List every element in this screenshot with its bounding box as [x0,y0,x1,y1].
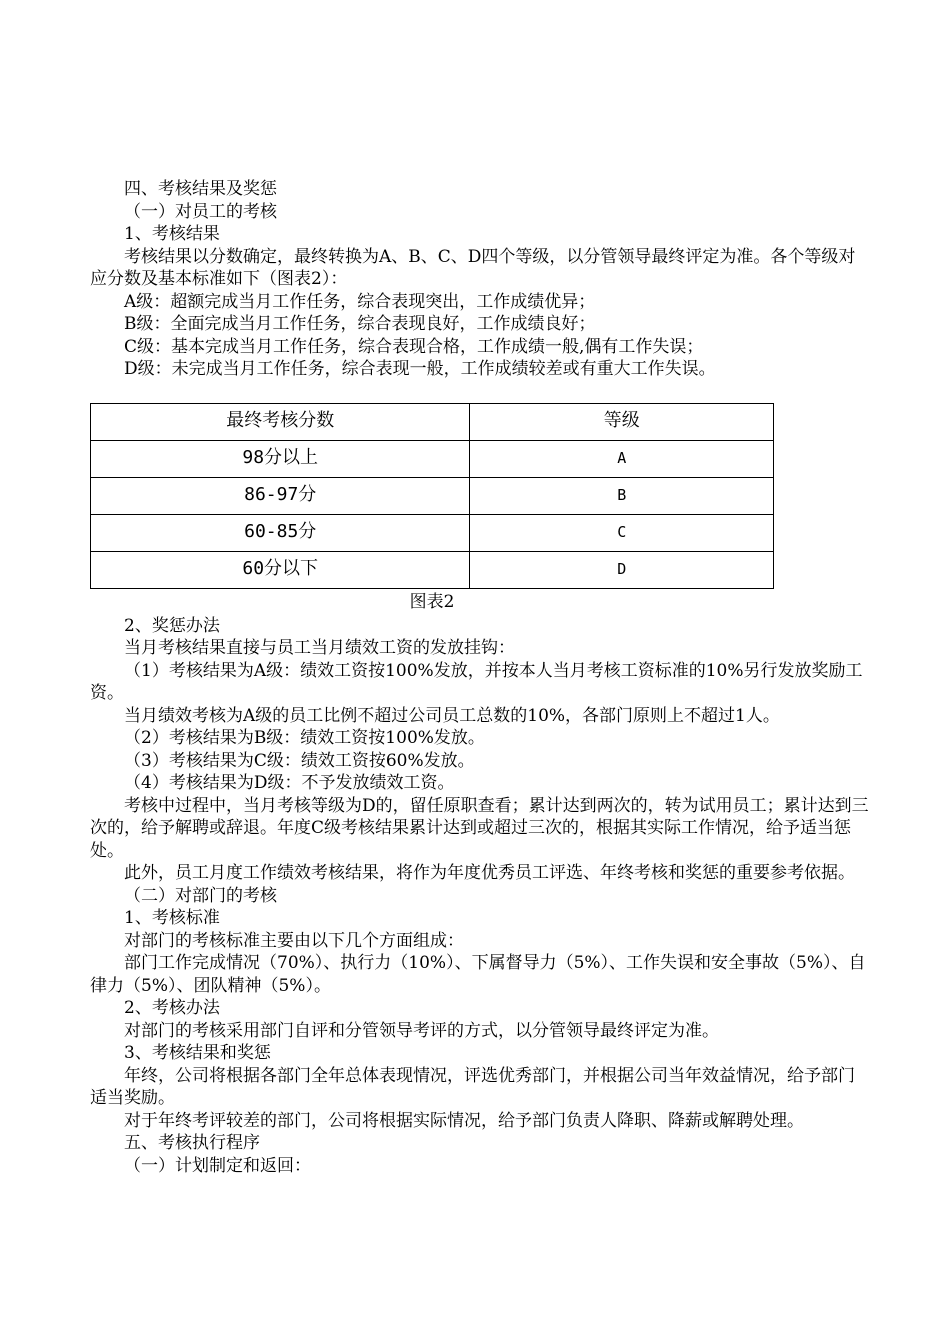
assessment-result-intro: 考核结果以分数确定，最终转换为A、B、C、D四个等级，以分管领导最终评定为准。各个等级对应分数及基本标准如下（图表2）： [90,246,856,289]
level-b-description: B级：全面完成当月工作任务，综合表现良好，工作成绩良好； [124,314,596,334]
grade-cell: D [470,551,774,588]
department-standard-components: 部门工作完成情况（70%）、执行力（10%）、下属督导力（5%）、工作失误和安全事故（5%）、自律力（5%）、团队精神（5%）。 [90,953,866,996]
reward-item-a: （1）考核结果为A级：绩效工资按100%发放，并按本人当月考核工资标准的10%另行发放奖励工资。 [90,660,863,703]
table-row [91,514,774,551]
table-header-row [91,403,774,440]
assessment-result-heading: 1、考核结果 [124,224,220,244]
department-standard-heading: 1、考核标准 [124,908,220,928]
department-poor-performance-text: 对于年终考评较差的部门，公司将根据实际情况，给予部门负责人降职、降薪或解聘处理。 [124,1110,804,1131]
grade-table [90,403,774,589]
table-caption: 图表2 [409,591,455,612]
document-page [90,178,870,1177]
department-year-end-text: 年终，公司将根据各部门全年总体表现情况，评选优秀部门，并根据公司当年效益情况，给予部门适当奖励。 [90,1065,855,1108]
reward-item-c: （3）考核结果为C级：绩效工资按60%发放。 [124,750,475,771]
level-c-description: C级：基本完成当月工作任务，综合表现合格，工作成绩一般,偶有工作失误； [124,336,704,357]
department-method-heading: 2、考核办法 [124,998,220,1018]
grade-table-container [90,403,870,615]
grade-cell: B [470,477,774,514]
reward-a-ratio-note: 当月绩效考核为A级的员工比例不超过公司员工总数的10%，各部门原则上不超过1人。 [124,705,780,726]
grade-cell: C [470,514,774,551]
reward-item-d: （4）考核结果为D级：不予发放绩效工资。 [124,773,455,793]
department-standard-lead: 对部门的考核标准主要由以下几个方面组成： [124,930,464,951]
department-result-heading: 3、考核结果和奖惩 [124,1043,271,1063]
reward-item-b: （2）考核结果为B级：绩效工资按100%发放。 [124,728,485,748]
grade-cell: A [470,440,774,477]
score-cell: 86-97分 [91,477,470,514]
header-final-score: 最终考核分数 [91,403,470,440]
level-d-description: D级：未完成当月工作任务，综合表现一般，工作成绩较差或有重大工作失误。 [124,359,716,379]
score-cell: 98分以上 [91,440,470,477]
section-5-title: 五、考核执行程序 [124,1133,260,1153]
table-row [91,440,774,477]
score-cell: 60-85分 [91,514,470,551]
section-4-title: 四、考核结果及奖惩 [124,179,277,199]
department-method-text: 对部门的考核采用部门自评和分管领导考评的方式，以分管领导最终评定为准。 [124,1020,719,1041]
level-a-description: A级：超额完成当月工作任务，综合表现突出，工作成绩优异； [124,291,596,312]
header-grade: 等级 [470,403,774,440]
table-row [91,477,774,514]
rewards-heading: 2、奖惩办法 [124,615,220,636]
table-row [91,551,774,588]
score-cell: 60分以下 [91,551,470,588]
rewards-lead: 当月考核结果直接与员工当月绩效工资的发放挂钩： [124,638,515,658]
assessment-process-paragraph: 考核中过程中，当月考核等级为D的，留任原职查看；累计达到两次的，转为试用员工；累计达到三次的，给予解聘或辞退。年度C级考核结果累计达到或超过三次的，根据其实际工作情况，给予适当惩处。 [90,795,869,861]
employee-assessment-heading: （一）对员工的考核 [124,201,277,222]
annual-reference-paragraph: 此外，员工月度工作绩效考核结果，将作为年度优秀员工评选、年终考核和奖惩的重要参考依据。 [124,863,855,883]
plan-making-heading: （一）计划制定和返回： [124,1155,311,1176]
department-assessment-heading: （二）对部门的考核 [124,885,277,906]
